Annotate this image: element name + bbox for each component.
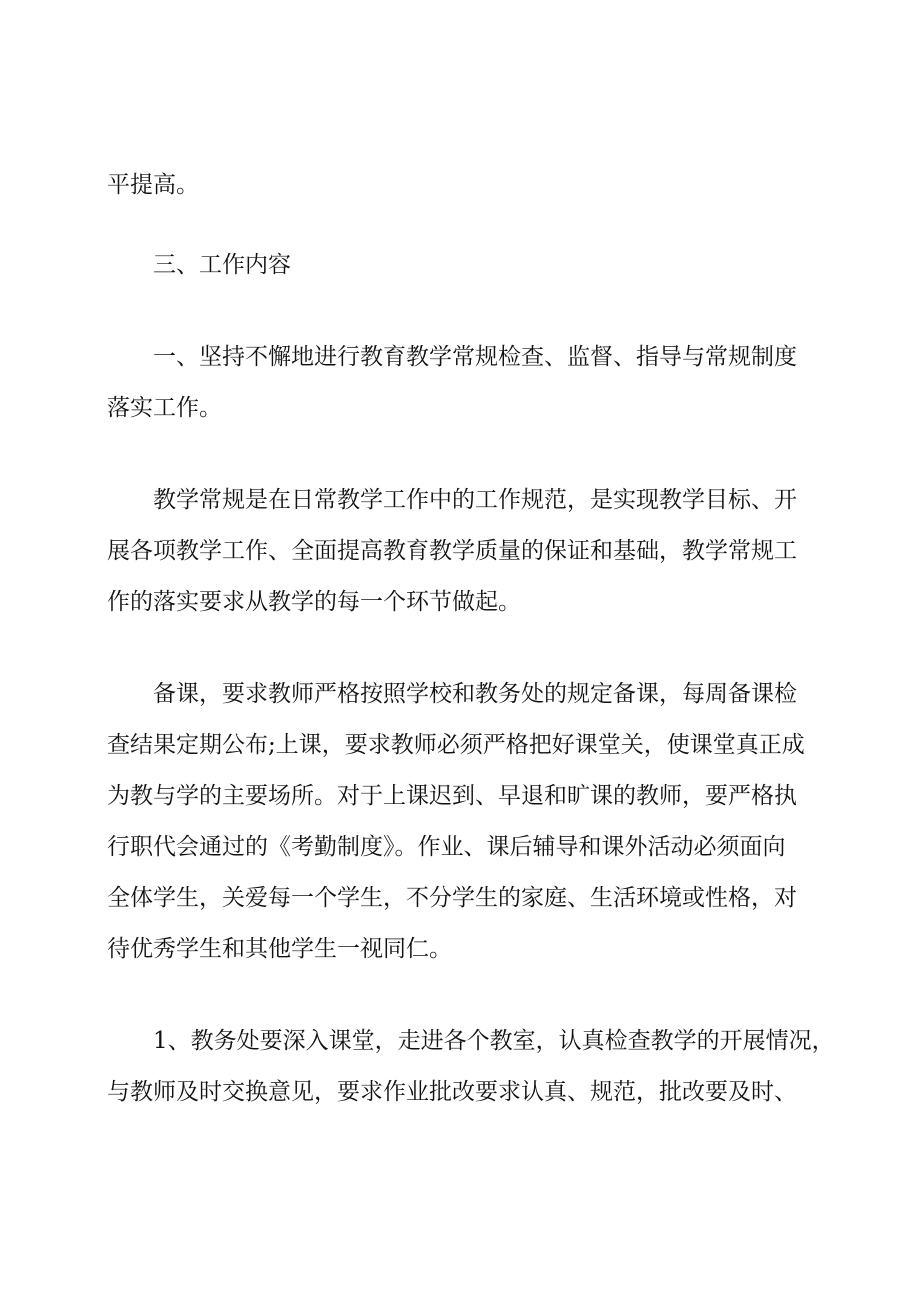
- paragraph-1-line-1: 教学常规是在日常教学工作中的工作规范，是实现教学目标、开: [153, 487, 797, 513]
- paragraph-2-line-5: 全体学生，关爱每一个学生，不分学生的家庭、生活环境或性格，对: [107, 885, 797, 911]
- subheading-line-2: 落实工作。: [107, 395, 222, 421]
- subheading-line-1: 一、坚持不懈地进行教育教学常规检查、监督、指导与常规制度: [153, 344, 797, 370]
- paragraph-3-line-2: 与教师及时交换意见，要求作业批改要求认真、规范，批改要及时、: [107, 1079, 797, 1105]
- paragraph-2-line-4: 行职代会通过的《考勤制度》。作业、课后辅导和课外活动必须面向: [107, 834, 786, 860]
- paragraph-2-line-6: 待优秀学生和其他学生一视同仁。: [107, 936, 452, 962]
- paragraph-3-line-1: 1、教务处要深入课堂，走进各个教室，认真检查教学的开展情况，: [153, 1028, 835, 1054]
- paragraph-1-line-3: 作的落实要求从教学的每一个环节做起。: [107, 589, 521, 615]
- paragraph-2-line-1: 备课，要求教师严格按照学校和教务处的规定备课，每周备课检: [153, 681, 797, 707]
- section-heading-work-content: 三、工作内容: [153, 252, 291, 278]
- paragraph-2-line-2: 查结果定期公布;上课，要求教师必须严格把好课堂关，使课堂真正成: [107, 732, 805, 758]
- paragraph-2-line-3: 为教与学的主要场所。对于上课迟到、早退和旷课的教师，要严格执: [107, 783, 797, 809]
- paragraph-1-line-2: 展各项教学工作、全面提高教育教学质量的保证和基础，教学常规工: [107, 538, 797, 564]
- paragraph-line-continuation: 平提高。: [107, 172, 199, 198]
